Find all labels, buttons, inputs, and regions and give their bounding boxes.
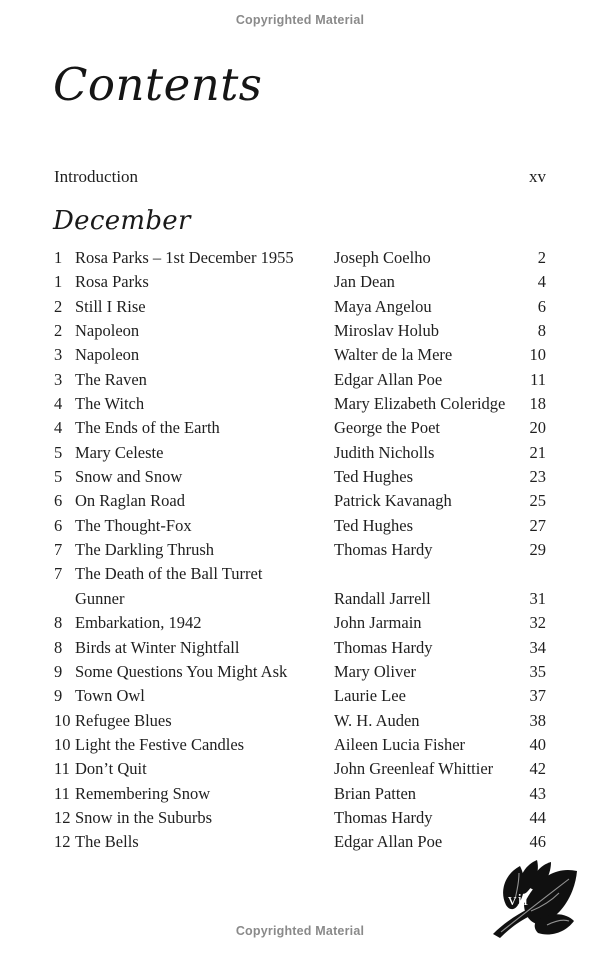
toc-page-number: 6 bbox=[537, 296, 546, 316]
toc-poem-title: Snow in the Suburbs bbox=[75, 807, 213, 827]
toc-day-number: 12 bbox=[54, 832, 71, 852]
toc-page-number: 11 bbox=[530, 369, 546, 389]
toc-poem-title: Still I Rise bbox=[75, 296, 146, 316]
toc-poet-name bbox=[334, 562, 516, 586]
toc-day-number: 12 bbox=[54, 807, 71, 827]
toc-poem-title: The Bells bbox=[75, 832, 139, 852]
front-matter-label: Introduction bbox=[54, 167, 139, 186]
toc-poem-title: The Death of the Ball Turret bbox=[75, 564, 263, 584]
toc-poet-name: George the Poet bbox=[334, 418, 441, 438]
toc-poem-title: Napoleon bbox=[75, 321, 140, 341]
toc-page-number: 21 bbox=[529, 442, 546, 462]
toc-day-number: 8 bbox=[54, 613, 63, 633]
toc-day-number: 8 bbox=[54, 637, 63, 657]
toc-page-number: 4 bbox=[537, 272, 546, 292]
toc-poem-title: Embarkation, 1942 bbox=[75, 613, 202, 633]
toc-row bbox=[54, 392, 546, 416]
toc-day-number: 3 bbox=[54, 369, 63, 389]
toc-poem-title: The Ends of the Earth bbox=[75, 418, 220, 438]
toc-poem-title: Remembering Snow bbox=[75, 783, 211, 803]
toc-page-number: 23 bbox=[529, 467, 546, 487]
toc-row bbox=[54, 611, 546, 635]
section-heading: December bbox=[53, 206, 191, 236]
toc-row bbox=[54, 806, 546, 830]
toc-poet-name: Maya Angelou bbox=[334, 296, 432, 316]
toc-poem-title: Light the Festive Candles bbox=[75, 734, 245, 754]
toc-poem-title: Gunner bbox=[75, 588, 125, 608]
toc-row bbox=[54, 660, 546, 684]
toc-poem-title: Rosa Parks bbox=[75, 272, 149, 292]
toc-day-number: 5 bbox=[54, 467, 63, 487]
toc-day-number: 6 bbox=[54, 491, 63, 511]
toc-row bbox=[54, 684, 546, 708]
toc-row bbox=[54, 733, 546, 757]
toc-poet-name: Miroslav Holub bbox=[334, 321, 439, 341]
toc-poem-title: Birds at Winter Nightfall bbox=[75, 637, 240, 657]
toc-poet-name: Walter de la Mere bbox=[334, 345, 453, 365]
toc-poet-name: Thomas Hardy bbox=[334, 637, 433, 657]
toc-poem-title: The Raven bbox=[75, 369, 147, 389]
toc-row bbox=[54, 489, 546, 513]
toc-page-number: 42 bbox=[529, 759, 546, 779]
toc-day-number: 7 bbox=[54, 540, 63, 560]
toc-poem-title: Napoleon bbox=[75, 345, 140, 365]
toc-day-number: 7 bbox=[54, 564, 63, 584]
toc-row bbox=[54, 246, 546, 270]
toc-page-number: 44 bbox=[529, 807, 546, 827]
toc-poem-title: Some Questions You Might Ask bbox=[75, 661, 288, 681]
toc-day-number: 9 bbox=[54, 686, 63, 706]
toc-poet-name: Ted Hughes bbox=[334, 467, 414, 487]
toc-row bbox=[54, 416, 546, 440]
toc-poet-name: Ted Hughes bbox=[334, 515, 414, 535]
toc-poet-name: Edgar Allan Poe bbox=[334, 832, 443, 852]
toc-row bbox=[54, 562, 546, 586]
page-title: Contents bbox=[53, 58, 263, 111]
toc-page-number: 25 bbox=[529, 491, 546, 511]
toc-poet-name: Edgar Allan Poe bbox=[334, 369, 443, 389]
toc-day-number: 4 bbox=[54, 394, 63, 414]
toc-poet-name: Brian Patten bbox=[334, 783, 417, 803]
toc-poet-name: Thomas Hardy bbox=[334, 807, 433, 827]
toc-row bbox=[54, 782, 546, 806]
toc-poem-title: The Witch bbox=[75, 394, 145, 414]
toc-page-number: 34 bbox=[529, 637, 546, 657]
toc-day-number: 10 bbox=[54, 734, 71, 754]
toc-page-number: 31 bbox=[529, 588, 546, 608]
toc-poet-name: John Greenleaf Whittier bbox=[334, 759, 494, 779]
copyright-notice-bottom: Copyrighted Material bbox=[235, 924, 365, 938]
toc-row bbox=[54, 757, 546, 781]
toc-page-number: 40 bbox=[529, 734, 546, 754]
toc-page-number: 29 bbox=[529, 540, 546, 560]
toc-poem-title: On Raglan Road bbox=[75, 491, 185, 511]
toc-day-number: 9 bbox=[54, 661, 63, 681]
toc-rows bbox=[54, 246, 546, 855]
toc-row bbox=[54, 270, 546, 294]
toc-page-number: 46 bbox=[529, 832, 546, 852]
toc-poet-name: W. H. Auden bbox=[334, 710, 420, 730]
toc-row bbox=[54, 709, 546, 733]
front-matter-row bbox=[54, 167, 546, 187]
toc-poem-title: The Thought-Fox bbox=[75, 515, 192, 535]
toc-poet-name: Joseph Coelho bbox=[334, 248, 431, 267]
toc-poem-title: Rosa Parks – 1st December 1955 bbox=[75, 248, 294, 267]
toc-day-number: 6 bbox=[54, 515, 63, 535]
toc-poem-title: Snow and Snow bbox=[75, 467, 183, 487]
toc-poem-title: Refugee Blues bbox=[75, 710, 172, 730]
toc-page-number: 2 bbox=[537, 248, 546, 267]
toc-page-number: 32 bbox=[529, 613, 546, 633]
toc-day-number: 1 bbox=[54, 248, 63, 267]
toc-page-number: 20 bbox=[529, 418, 546, 438]
toc-page-number: 43 bbox=[529, 783, 546, 803]
toc-row bbox=[54, 319, 546, 343]
toc-day-number bbox=[54, 587, 75, 611]
toc-row bbox=[54, 514, 546, 538]
toc-day-number: 5 bbox=[54, 442, 63, 462]
toc-day-number: 4 bbox=[54, 418, 63, 438]
toc-row bbox=[54, 587, 546, 611]
toc-poet-name: Mary Elizabeth Coleridge bbox=[334, 394, 506, 414]
toc-row bbox=[54, 538, 546, 562]
toc-row bbox=[54, 295, 546, 319]
toc-day-number: 11 bbox=[54, 783, 70, 803]
toc-poet-name: Judith Nicholls bbox=[334, 442, 435, 462]
toc-page-number: 27 bbox=[529, 515, 546, 535]
toc-day-number: 1 bbox=[54, 272, 63, 292]
front-matter-page-number: xv bbox=[529, 167, 546, 186]
toc-poet-name: Aileen Lucia Fisher bbox=[334, 734, 466, 754]
toc-poet-name: Randall Jarrell bbox=[334, 588, 431, 608]
toc-row bbox=[54, 830, 546, 854]
toc-day-number: 10 bbox=[54, 710, 71, 730]
toc-row bbox=[54, 343, 546, 367]
toc-page-number: 38 bbox=[529, 710, 546, 730]
copyright-notice-top: Copyrighted Material bbox=[235, 13, 365, 27]
toc-day-number: 2 bbox=[54, 321, 63, 341]
toc-row bbox=[54, 441, 546, 465]
toc-page-number: 10 bbox=[529, 345, 546, 365]
toc-page-number: 18 bbox=[529, 394, 546, 414]
toc-poet-name: John Jarmain bbox=[334, 613, 422, 633]
toc-poet-name: Laurie Lee bbox=[334, 686, 406, 706]
toc-poet-name: Jan Dean bbox=[334, 272, 395, 292]
toc-day-number: 2 bbox=[54, 296, 63, 316]
toc-poem-title: The Darkling Thrush bbox=[75, 540, 215, 560]
toc-page-number: 8 bbox=[537, 321, 546, 341]
toc-row bbox=[54, 368, 546, 392]
toc-page-number: 35 bbox=[529, 661, 546, 681]
toc-poem-title: Town Owl bbox=[75, 686, 145, 706]
toc-page-number: 37 bbox=[529, 686, 546, 706]
toc-row bbox=[54, 465, 546, 489]
toc-poet-name: Mary Oliver bbox=[334, 661, 417, 681]
toc-poet-name: Patrick Kavanagh bbox=[334, 491, 452, 511]
toc-row bbox=[54, 636, 546, 660]
folio-page-number: vii bbox=[508, 890, 529, 909]
toc-day-number: 11 bbox=[54, 759, 70, 779]
toc-day-number: 3 bbox=[54, 345, 63, 365]
toc-poet-name: Thomas Hardy bbox=[334, 540, 433, 560]
toc-poem-title: Mary Celeste bbox=[75, 442, 164, 462]
toc-page-number bbox=[516, 562, 546, 586]
toc-poem-title: Don’t Quit bbox=[75, 759, 147, 779]
